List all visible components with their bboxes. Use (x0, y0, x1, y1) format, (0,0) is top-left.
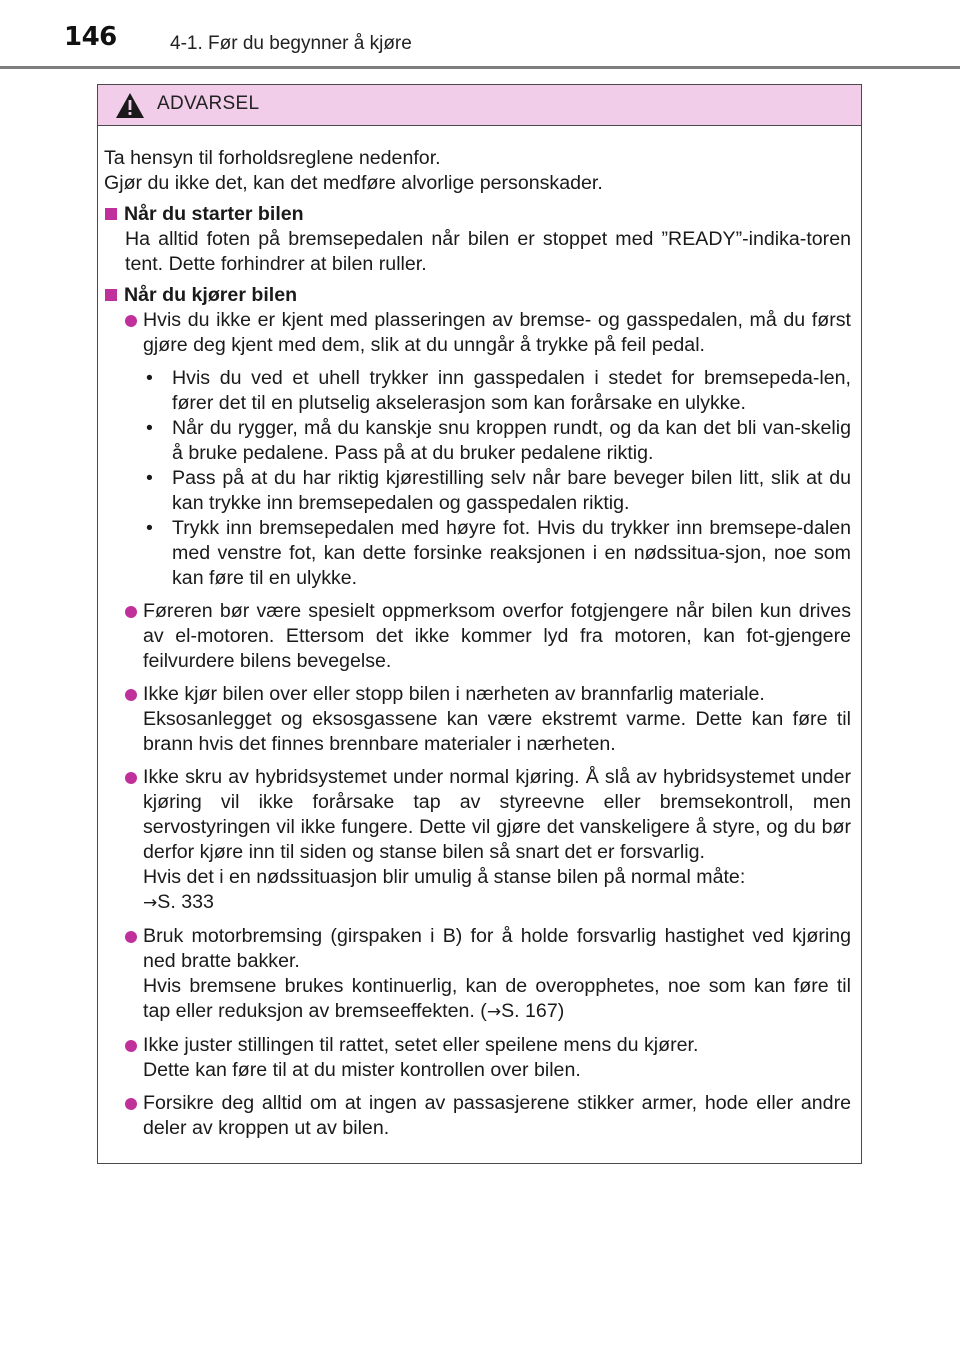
bullet-text: Ikke juster stillingen til rattet, setet eller speilene mens du kjører. (143, 1034, 699, 1056)
round-bullet-icon (125, 772, 137, 784)
intro-line: Gjør du ikke det, kan det medføre alvorlige personskader. (104, 172, 603, 194)
bullet-text-part: Hvis bremsene brukes kontinuerlig, kan de overopphetes, noe som kan føre til tap eller reduksjon av bremseeffekten. ( (143, 975, 851, 1022)
sub-item: • Når du rygger, må du kanskje snu kroppen rundt, og da kan det bli van-skelig å bruke pedalene. Pass på at du bruker pedalene riktig. (146, 417, 851, 464)
sub-item-text: Trykk inn bremsepedalen med høyre fot. Hvis du trykker inn bremsepe-dalen med venstre fot, kan dette forsinke reaksjonen i en nødssitua-sjon, noe som kan føre til en ulykke. (172, 517, 851, 589)
reference-text: S. 333 (157, 891, 214, 913)
round-bullet-icon (125, 931, 137, 943)
section-heading (104, 283, 851, 308)
page-header (0, 0, 960, 54)
sub-list (143, 366, 851, 591)
bullet-item (104, 765, 851, 916)
sub-item: • Pass på at du har riktig kjørestilling selv når bare beveger bilen litt, slik at du kan trykke inn bremsepedalen og gasspedalen riktig. (146, 467, 851, 514)
section-starting (104, 202, 851, 277)
sub-item-text: Når du rygger, må du kanskje snu kroppen rundt, og da kan det bli van-skelig å bruke pedalene. Pass på at du bruker pedalene riktig. (172, 417, 851, 464)
bullet-text: Bruk motorbremsing (girspaken i B) for å holde forsvarlig hastighet ved kjøring ned bratte bakker. (143, 925, 851, 972)
arrow-right-icon: → (486, 1002, 502, 1022)
sub-item: • Trykk inn bremsepedalen med høyre fot. Hvis du trykker inn bremsepe-dalen med venstre fot, kan dette forsinke reaksjonen i en nødssitua-sjon, noe som kan føre til en ulykke. (146, 517, 851, 589)
bullet-item (104, 924, 851, 1025)
bullet-item (104, 1091, 851, 1141)
warning-intro (104, 146, 851, 196)
bullet-text: Ikke skru av hybridsystemet under normal kjøring. Å slå av hybridsystemet under kjøring vil ikke forårsake tap av styreevne eller bremsekontroll, men servostyringen vil ikke fungere. Dette vil gjøre det vanskeligere å styre, og du bør derfor kjøre inn til siden og stanse bilen så snart det er forsvarlig. (143, 766, 851, 863)
bullet-text: Forsikre deg alltid om at ingen av passasjerene stikker armer, hode eller andre deler av kroppen ut av bilen. (143, 1092, 851, 1139)
bullet-item (104, 1033, 851, 1083)
bullet-text-part: ) (557, 1000, 565, 1022)
square-bullet-icon (105, 289, 117, 301)
sub-item-text: Hvis du ved et uhell trykker inn gasspedalen i stedet for bremsepeda-len, fører det til en plutselig akselerasjon som kan forårsake en ulykke. (172, 367, 851, 414)
bullet-text-with-reference (143, 974, 851, 1025)
section-heading-text: Når du kjører bilen (124, 284, 298, 306)
bullet-list (104, 308, 851, 1141)
bullet-item (104, 599, 851, 674)
round-bullet-icon (125, 315, 137, 327)
bullet-item (104, 682, 851, 757)
bullet-text: Hvis du ikke er kjent med plasseringen av bremse- og gasspedalen, må du først gjøre deg kjent med dem, slik at du unngår å trykke på feil pedal. (143, 309, 851, 356)
square-bullet-icon (105, 208, 117, 220)
sub-item: • Hvis du ved et uhell trykker inn gasspedalen i stedet for bremsepeda-len, fører det til en plutselig akselerasjon som kan forårsake en ulykke. (146, 367, 851, 414)
bullet-text: Hvis det i en nødssituasjon blir umulig å stanse bilen på normal måte: (143, 866, 746, 888)
section-heading-text: Når du starter bilen (124, 203, 304, 225)
round-bullet-icon (125, 1040, 137, 1052)
bullet-text: Ikke kjør bilen over eller stopp bilen i nærheten av brannfarlig materiale. (143, 683, 765, 705)
section-title: 4-1. Før du begynner å kjøre (170, 33, 412, 54)
warning-body (98, 126, 861, 1141)
page-number: 146 (64, 22, 117, 52)
bullet-text: Eksosanlegget og eksosgassene kan være ekstremt varme. Dette kan føre til brann hvis det finnes brennbare materialer i nærheten. (143, 708, 851, 755)
section-driving (104, 283, 851, 1141)
intro-line: Ta hensyn til forholdsreglene nedenfor. (104, 147, 441, 169)
bullet-text: Føreren bør være spesielt oppmerksom overfor fotgjengere når bilen kun drives av el-motoren. Ettersom det ikke kommer lyd fra motoren, kan fot-gjengere feilvurdere bilens bevegelse. (143, 600, 851, 672)
warning-label: ADVARSEL (157, 93, 260, 114)
sub-item-text: Pass på at du har riktig kjørestilling selv når bare beveger bilen litt, slik at du kan trykke inn bremsepedalen og gasspedalen riktig. (172, 467, 851, 514)
bullet-item (104, 308, 851, 591)
bullet-text: Dette kan føre til at du mister kontrollen over bilen. (143, 1059, 581, 1081)
round-bullet-icon (125, 606, 137, 618)
section-heading (104, 202, 851, 227)
warning-triangle-icon (115, 92, 145, 119)
page-reference (143, 890, 851, 916)
warning-header (98, 85, 861, 126)
round-bullet-icon (125, 689, 137, 701)
section-text: Ha alltid foten på bremsepedalen når bilen er stoppet med ”READY”-indika-toren tent. Dette forhindrer at bilen ruller. (125, 228, 851, 275)
reference-text: S. 167 (501, 1000, 558, 1022)
round-bullet-icon (125, 1098, 137, 1110)
header-divider (0, 66, 960, 69)
arrow-right-icon: → (143, 893, 158, 913)
warning-box (97, 84, 862, 1164)
